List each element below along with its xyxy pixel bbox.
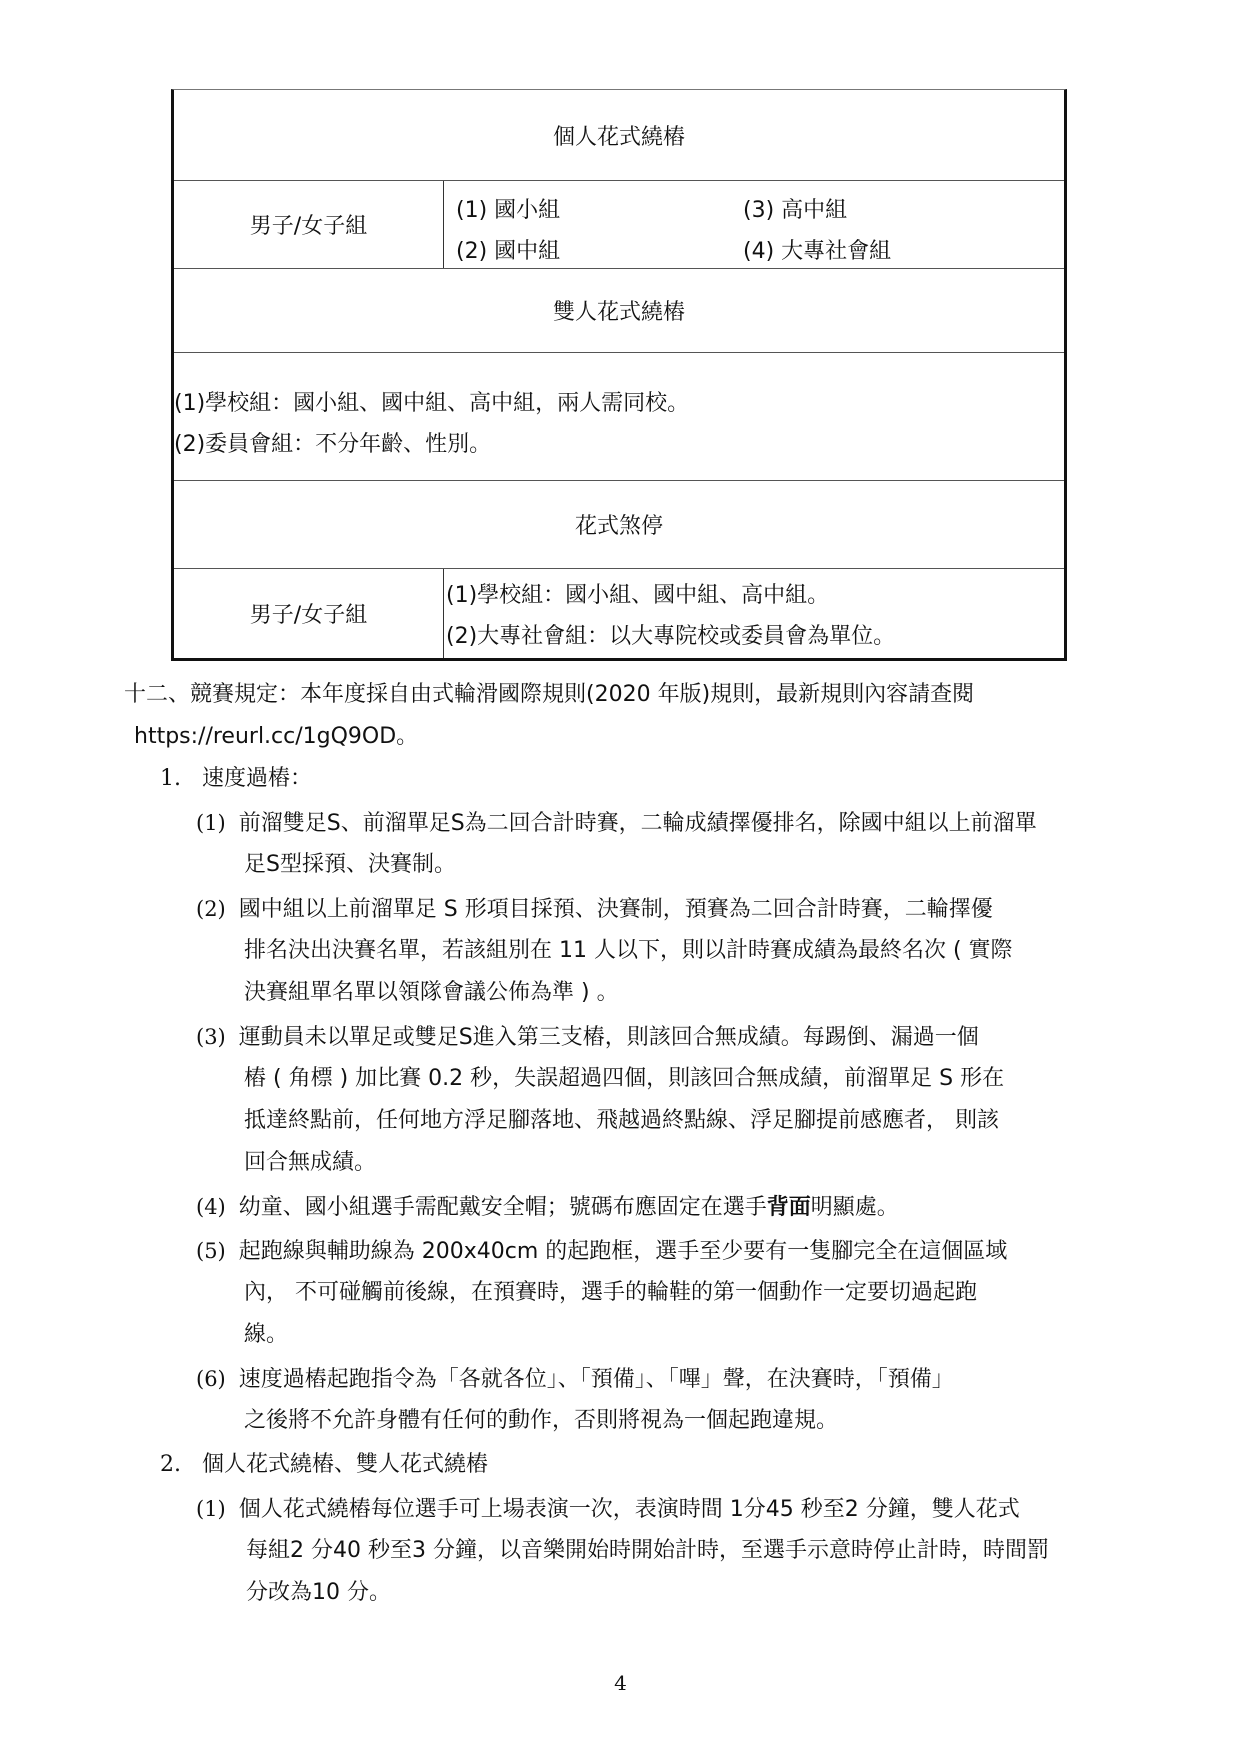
item-2-heading [160,1450,488,1480]
point-number: (2) [196,897,226,921]
text-line: 足S型採預、決賽制。 [244,852,456,877]
text-line: (1)學校組：國小組、國中組、高中組，兩人需同校。 [174,391,690,416]
text-line: 每組2 分40 秒至3 分鐘，以音樂開始時開始計時，至選手示意時停止計時，時間罰 [246,1538,1049,1563]
point-number: (1) [196,811,226,835]
point-1-4 [196,1192,899,1223]
header-text: 個人花式繞樁 [552,124,685,150]
group-options [444,181,1064,265]
rules-url: https://reurl.cc/1gQ9OD。 [134,724,419,749]
emphasis-text: 背面 [766,1195,811,1220]
table-header-pair [174,269,1064,353]
table-header-slide [174,481,1064,569]
events-table [171,89,1067,661]
item-number: 1. [160,766,181,791]
point-number: (3) [196,1025,226,1049]
text-line: (1)學校組：國小組、國中組、高中組。 [446,583,830,608]
text-line: 明顯處。 [810,1195,899,1220]
text-line: 幼童、國小組選手需配戴安全帽；號碼布應固定在選手 [238,1195,767,1220]
point-number: (6) [196,1367,226,1391]
table-row-individual-groups [174,181,1064,269]
header-text: 花式煞停 [574,514,663,539]
option-item: (3) 高中組 [743,198,848,223]
text-line: 回合無成績。 [244,1150,377,1175]
option-item: (4) 大專社會組 [743,239,892,264]
text-line: (2)大專社會組：以大專院校或委員會為單位。 [446,624,896,649]
point-1-1 [196,808,1037,839]
row-label: 男子/女子組 [174,569,444,658]
item-title: 速度過樁： [202,766,313,791]
item-title: 個人花式繞樁、雙人花式繞樁 [202,1452,489,1477]
text-line: 速度過樁起跑指令為「各就各位」、「預備」、「嗶」聲，在決賽時，「預備」 [238,1367,954,1392]
text-line: 樁 ( 角標 ) 加比賽 0.2 秒，失誤超過四個，則該回合無成績，前溜單足 S 形在 [244,1066,1005,1091]
point-number: (5) [196,1239,226,1263]
table-row-pair-groups [174,353,1064,481]
text-line: 起跑線與輔助線為 200x40cm 的起跑框，選手至少要有一隻腳完全在這個區域 [238,1239,1008,1264]
point-2-1 [196,1494,1020,1525]
option-item: (1) 國小組 [456,198,561,223]
table-row-slide-groups [174,569,1064,658]
text-line: 決賽組單名單以領隊會議公佈為準 ) 。 [244,980,619,1005]
point-1-3 [196,1022,979,1053]
item-number: 2. [160,1452,181,1477]
item-1-heading [160,764,312,794]
text-line: 內， 不可碰觸前後線，在預賽時，選手的輪鞋的第一個動作一定要切過起跑 [244,1280,977,1305]
text-line: 國中組以上前溜單足 S 形項目採預、決賽制，預賽為二回合計時賽，二輪擇優 [238,897,993,922]
header-text: 雙人花式繞樁 [552,300,685,325]
page-number: 4 [614,1671,627,1695]
text-line: 分改為10 分。 [246,1580,391,1605]
text-line: 抵達終點前，任何地方浮足腳落地、飛越過終點線、浮足腳提前感應者， 則該 [244,1108,999,1133]
text-line: 運動員未以單足或雙足S進入第三支樁，則該回合無成績。每踢倒、漏過一個 [238,1025,979,1050]
text-line: (2)委員會組：不分年齡、性別。 [174,432,492,457]
table-header-individual [174,90,1064,181]
point-number: (1) [196,1497,226,1521]
point-number: (4) [196,1195,226,1219]
text-line: 個人花式繞樁每位選手可上場表演一次，表演時間 1分45 秒至2 分鐘，雙人花式 [238,1497,1020,1522]
section-heading: 十二、競賽規定：本年度採自由式輪滑國際規則(2020 年版)規則，最新規則內容請查閱 [124,682,975,707]
text-line: 排名決出決賽名單，若該組別在 11 人以下，則以計時賽成績為最終名次 ( 實際 [244,938,1013,963]
point-1-2 [196,894,993,925]
option-item: (2) 國中組 [456,239,561,264]
text-line: 線。 [244,1322,289,1347]
row-label: 男子/女子組 [174,181,444,268]
point-1-6 [196,1364,954,1395]
text-line: 之後將不允許身體有任何的動作，否則將視為一個起跑違規。 [244,1408,839,1433]
text-line: 前溜雙足S、前溜單足S為二回合計時賽，二輪成績擇優排名，除國中組以上前溜單 [238,811,1037,836]
point-1-5 [196,1236,1007,1267]
